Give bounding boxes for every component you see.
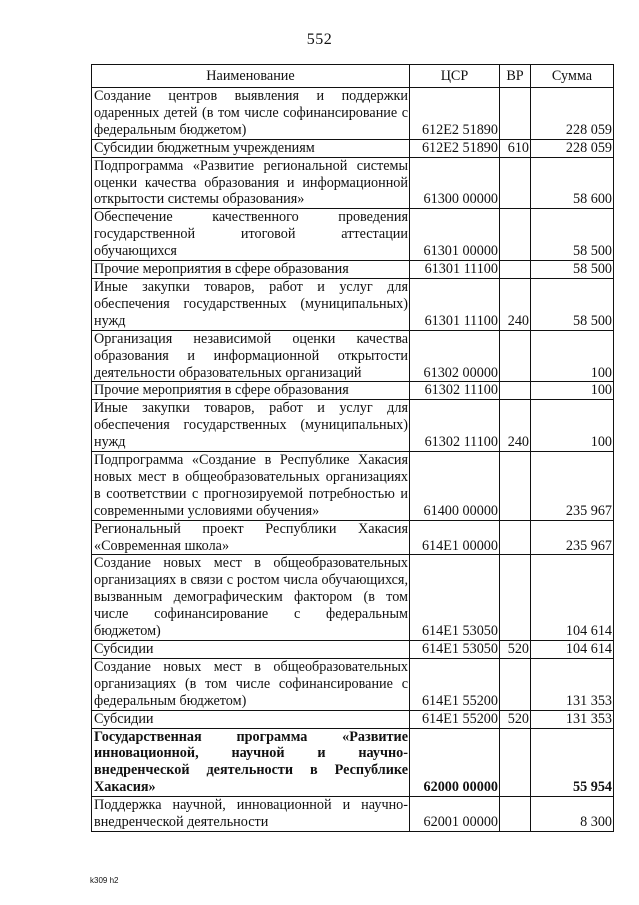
row-csr: 614E1 53050 [410, 641, 500, 659]
row-name: Создание новых мест в общеобразовательных организациях (в том числе софинансирование с федеральным бюджетом) [92, 658, 410, 710]
table-row [92, 139, 614, 157]
table-row [92, 710, 614, 728]
row-csr: 614E1 53050 [410, 555, 500, 641]
row-csr: 61302 00000 [410, 330, 500, 382]
table-row [92, 641, 614, 659]
header-vr: ВР [500, 65, 531, 88]
row-vr [500, 658, 531, 710]
row-name: Прочие мероприятия в сфере образования [92, 382, 410, 400]
row-csr: 62000 00000 [410, 728, 500, 797]
row-name: Субсидии бюджетным учреждениям [92, 139, 410, 157]
table-row [92, 520, 614, 555]
row-name: Субсидии [92, 641, 410, 659]
header-name: Наименование [92, 65, 410, 88]
table-row [92, 797, 614, 832]
row-csr: 62001 00000 [410, 797, 500, 832]
row-sum: 100 [531, 400, 614, 452]
row-vr [500, 382, 531, 400]
row-name: Иные закупки товаров, работ и услуг для обеспечения государственных (муниципальных) нужд [92, 400, 410, 452]
row-sum: 58 500 [531, 278, 614, 330]
row-name: Государственная программа «Развитие инновационной, научной и научно-внедренческой деятельности в Республике Хакасия» [92, 728, 410, 797]
row-csr: 612E2 51890 [410, 139, 500, 157]
table-row [92, 382, 614, 400]
footer-code: k309 h2 [90, 876, 119, 885]
row-sum: 58 500 [531, 209, 614, 261]
row-sum: 228 059 [531, 139, 614, 157]
row-vr: 240 [500, 278, 531, 330]
row-name: Подпрограмма «Создание в Республике Хакасия новых мест в общеобразовательных организациях в соответствии с прогнозируемой потребностью и современными условиями обучения» [92, 452, 410, 521]
header-csr: ЦСР [410, 65, 500, 88]
row-vr [500, 797, 531, 832]
row-name: Подпрограмма «Развитие региональной системы оценки качества образования и информационной открытости системы образования» [92, 157, 410, 209]
row-csr: 614E1 55200 [410, 658, 500, 710]
table-row [92, 330, 614, 382]
row-sum: 58 500 [531, 261, 614, 279]
row-vr [500, 88, 531, 140]
table-row [92, 728, 614, 797]
page-number: 552 [306, 31, 333, 48]
row-sum: 131 353 [531, 710, 614, 728]
row-csr: 61301 00000 [410, 209, 500, 261]
row-vr [500, 452, 531, 521]
row-name: Иные закупки товаров, работ и услуг для обеспечения государственных (муниципальных) нужд [92, 278, 410, 330]
table-row [92, 88, 614, 140]
header-sum: Сумма [531, 65, 614, 88]
row-name: Региональный проект Республики Хакасия «Современная школа» [92, 520, 410, 555]
table-row [92, 209, 614, 261]
row-csr: 614E1 55200 [410, 710, 500, 728]
row-vr [500, 728, 531, 797]
row-sum: 8 300 [531, 797, 614, 832]
row-csr: 61302 11100 [410, 400, 500, 452]
table-row [92, 452, 614, 521]
row-sum: 104 614 [531, 555, 614, 641]
row-sum: 100 [531, 330, 614, 382]
row-sum: 100 [531, 382, 614, 400]
table-row [92, 278, 614, 330]
row-csr: 61301 11100 [410, 278, 500, 330]
row-csr: 61302 11100 [410, 382, 500, 400]
table-row [92, 261, 614, 279]
row-name: Поддержка научной, инновационной и научно-внедренческой деятельности [92, 797, 410, 832]
row-name: Создание центров выявления и поддержки одаренных детей (в том числе софинансирование с федеральным бюджетом) [92, 88, 410, 140]
table-row [92, 658, 614, 710]
row-csr: 61400 00000 [410, 452, 500, 521]
row-csr: 61301 11100 [410, 261, 500, 279]
row-name: Организация независимой оценки качества образования и информационной открытости деятельности образовательных организаций [92, 330, 410, 382]
row-vr [500, 555, 531, 641]
row-vr [500, 330, 531, 382]
row-name: Прочие мероприятия в сфере образования [92, 261, 410, 279]
row-vr [500, 520, 531, 555]
row-sum: 235 967 [531, 452, 614, 521]
row-vr: 240 [500, 400, 531, 452]
table-row [92, 157, 614, 209]
table-row [92, 555, 614, 641]
row-sum: 235 967 [531, 520, 614, 555]
row-csr: 614E1 00000 [410, 520, 500, 555]
row-sum: 104 614 [531, 641, 614, 659]
table-row [92, 400, 614, 452]
row-vr: 520 [500, 710, 531, 728]
row-vr [500, 261, 531, 279]
row-vr [500, 157, 531, 209]
row-name: Обеспечение качественного проведения государственной итоговой аттестации обучающихся [92, 209, 410, 261]
table-header-row [92, 65, 614, 88]
row-vr: 520 [500, 641, 531, 659]
row-sum: 58 600 [531, 157, 614, 209]
row-csr: 61300 00000 [410, 157, 500, 209]
budget-table [91, 64, 614, 832]
row-csr: 612E2 51890 [410, 88, 500, 140]
row-vr: 610 [500, 139, 531, 157]
row-name: Субсидии [92, 710, 410, 728]
row-name: Создание новых мест в общеобразовательных организациях в связи с ростом числа обучающихся, вызванным демографическим фактором (в том числе софинансирование с федеральным бюджетом) [92, 555, 410, 641]
row-vr [500, 209, 531, 261]
row-sum: 131 353 [531, 658, 614, 710]
row-sum: 55 954 [531, 728, 614, 797]
row-sum: 228 059 [531, 88, 614, 140]
